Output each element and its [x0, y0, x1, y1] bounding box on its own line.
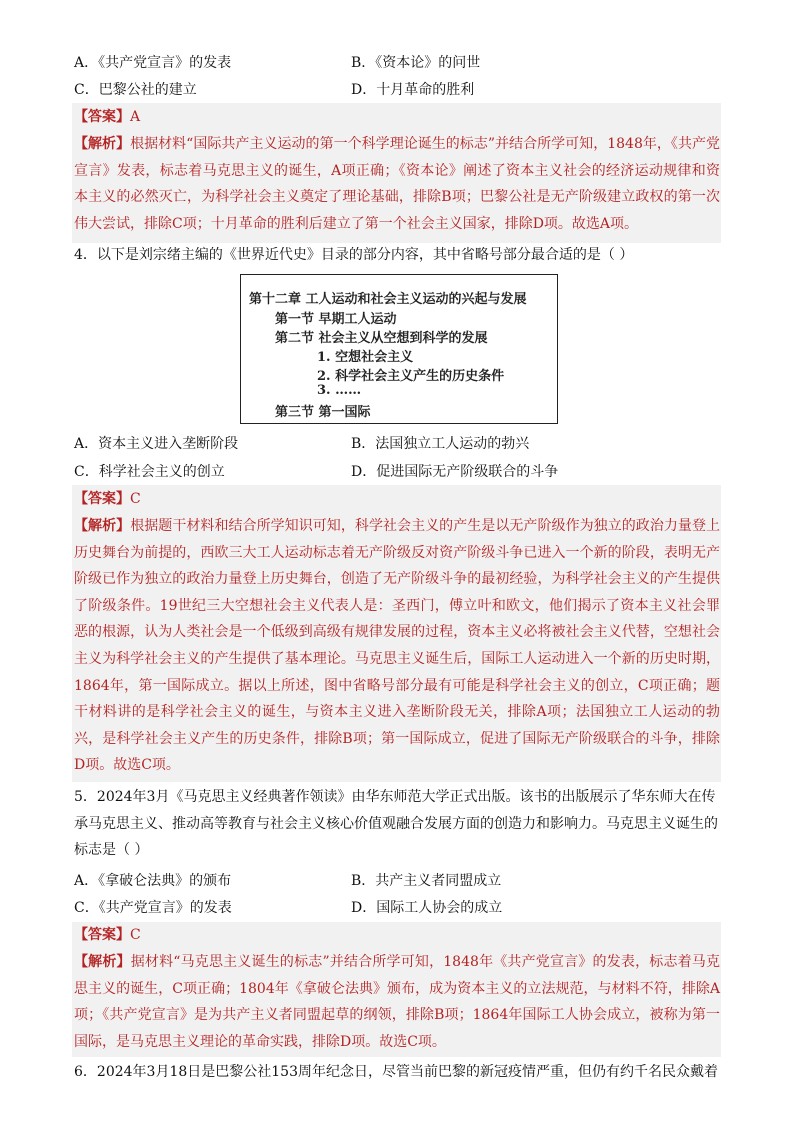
q4-option-a: A．资本主义进入垄断阶段 [74, 436, 239, 452]
q5-analysis-text: 据材料“马克思主义诞生的标志”并结合所学可知，1848年《共产党宣言》的发表，标志着马克思主义的诞生，C项正确；1804年《拿破仑法典》颁布，成为资本主义的立法规范，与材料不符，排除A项；《共产党宣言》是为共产主义者同盟起草的纲领，排除B项；1864年国际工人协会成立，被称为第一国际，是马克思主义理论的革命实践，排除D项。故选C项。 [74, 954, 720, 1050]
q3-answer [74, 104, 140, 130]
q4-analysis-tag: 【解析】 [74, 518, 131, 534]
q3-option-b: B．《资本论》的问世 [351, 55, 481, 71]
q4-option-b: B．法国独立工人运动的勃兴 [351, 436, 530, 452]
q3-analysis-tag: 【解析】 [74, 136, 131, 152]
q5-answer [74, 922, 141, 948]
q5-option-c: C．《共产党宣言》的发表 [74, 900, 232, 916]
q4-option-d: D．促进国际无产阶级联合的斗争 [351, 464, 559, 480]
q5-analysis-tag: 【解析】 [74, 954, 131, 970]
toc-chapter: 第十二章 工人运动和社会主义运动的兴起与发展 [249, 292, 527, 307]
q3-option-a: A．《共产党宣言》的发表 [74, 55, 232, 71]
q3-answer-value: A [130, 109, 141, 125]
toc-section-2: 第二节 社会主义从空想到科学的发展 [275, 331, 488, 346]
q5-answer-value: C [130, 927, 141, 943]
q3-analysis-text: 根据材料“国际共产主义运动的第一个科学理论诞生的标志”并结合所学可知，1848年，《共产党宣言》发表，标志着马克思主义的诞生，A项正确；《资本论》阐述了资本主义社会的经济运动规律和资本主义的必然灭亡，为科学社会主义奠定了理论基础，排除B项；巴黎公社是无产阶级建立政权的第一次伟大尝试，排除C项；十月革命的胜利后建立了第一个社会主义国家，排除D项。故选A项。 [74, 136, 720, 232]
q5-analysis [74, 949, 720, 1055]
q4-analysis [74, 513, 720, 779]
q4-option-c: C．科学社会主义的创立 [74, 464, 225, 480]
q6-stem: 6．2024年3月18日是巴黎公社153周年纪念日，尽管当前巴黎的新冠疫情严重，但仍有约千名民众戴着 [74, 1064, 718, 1080]
q3-answer-tag: 【答案】 [74, 109, 130, 125]
q4-analysis-text: 根据题干材料和结合所学知识可知，科学社会主义的产生是以无产阶级作为独立的政治力量登上历史舞台为前提的，西欧三大工人运动标志着无产阶级反对资产阶级斗争已进入一个新的阶段，表明无产阶级已作为独立的政治力量登上历史舞台，创造了无产阶级斗争的最初经验，为科学社会主义的产生提供了阶级条件。19世纪三大空想社会主义代表人是：圣西门，傅立叶和欧文，他们揭示了资本主义社会罪恶的根源，认为人类社会是一个低级到高级有规律发展的过程，资本主义必将被社会主义代替，空想社会主义为科学社会主义的产生提供了基本理论。马克思主义诞生后，国际工人运动进入一个新的历史时期，1864年，第一国际成立。据以上所述，图中省略号部分最有可能是科学社会主义的创立，C项正确；题干材料讲的是科学社会主义的诞生，与资本主义进入垄断阶段无关，排除A项；法国独立工人运动的勃兴，是科学社会主义产生的历史条件，排除B项；第一国际成立，促进了国际无产阶级联合的斗争，排除D项。故选C项。 [74, 518, 721, 774]
q3-option-d: D．十月革命的胜利 [351, 82, 475, 98]
q4-stem: 4．以下是刘宗绪主编的《世界近代史》目录的部分内容，其中省略号部分最合适的是（ ） [74, 247, 634, 263]
toc-item-2: 2. 科学社会主义产生的历史条件 [317, 369, 505, 384]
q5-answer-tag: 【答案】 [74, 927, 130, 943]
q3-analysis [74, 131, 720, 237]
q5-stem: 5．2024年3月《马克思主义经典著作领读》由华东师范大学正式出版。该书的出版展示了华东师大在传承马克思主义、推动高等教育与社会主义核心价值观融合发展方面的创造力和影响力。马克思主义诞生的标志是（ ） [74, 789, 718, 859]
toc-item-3: 3. …… [317, 383, 362, 398]
q5-option-a: A．《拿破仑法典》的颁布 [74, 873, 232, 889]
q3-option-c: C．巴黎公社的建立 [74, 82, 197, 98]
q5-option-d: D．国际工人协会的成立 [351, 900, 503, 916]
q4-answer-tag: 【答案】 [74, 491, 130, 507]
toc-section-1: 第一节 早期工人运动 [275, 312, 397, 327]
q4-toc-figure [240, 274, 558, 424]
toc-section-3: 第三节 第一国际 [275, 405, 371, 420]
q5-option-b: B．共产主义者同盟成立 [351, 873, 502, 889]
toc-item-1: 1. 空想社会主义 [317, 350, 414, 365]
q4-answer-value: C [130, 491, 141, 507]
q4-answer [74, 486, 141, 512]
